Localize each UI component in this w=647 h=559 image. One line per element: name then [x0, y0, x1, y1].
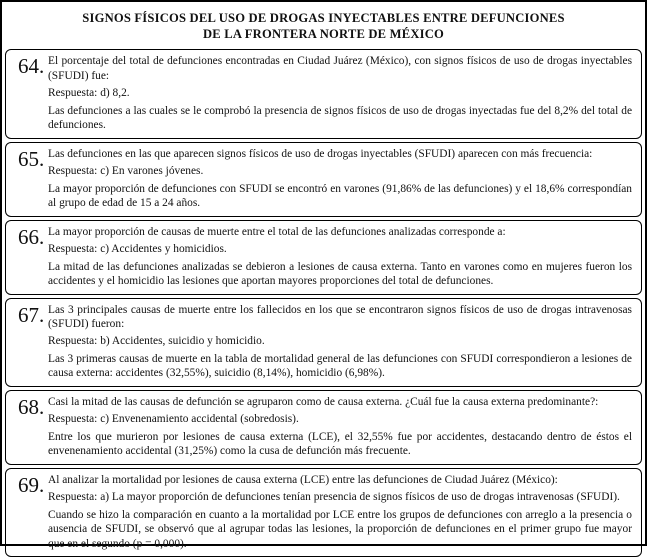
- explanation-text: La mitad de las defunciones analizadas se debieron a lesiones de causa externa. Tanto en varones como en mujeres fueron los accidentes y el homicidio las lesiones que aportan mayores proporciones del total de defunciones.: [48, 260, 632, 288]
- item-content: [48, 54, 632, 132]
- question-item-65: [5, 142, 642, 217]
- item-content: [48, 473, 632, 551]
- explanation-text: La mayor proporción de defunciones con SFUDI se encontró en varones (91,86% de las defunciones) y el 18,6% correspondían al grupo de edad de 15 a 24 años.: [48, 182, 632, 210]
- item-number: 69.: [18, 472, 45, 497]
- question-item-66: [5, 220, 642, 295]
- question-text: La mayor proporción de causas de muerte entre el total de las defunciones analizadas corresponde a:: [48, 225, 506, 238]
- title-line-1: SIGNOS FÍSICOS DEL USO DE DROGAS INYECTABLES ENTRE DEFUNCIONES: [82, 11, 565, 25]
- question-text: Al analizar la mortalidad por lesiones de causa externa (LCE) entre las defunciones de Ciudad Juárez (México):: [48, 473, 558, 486]
- item-content: [48, 225, 632, 289]
- answer-text: Respuesta: c) Accidentes y homicidios.: [48, 243, 227, 256]
- item-number: 66.: [18, 224, 45, 249]
- item-content: [48, 147, 632, 211]
- question-item-64: [5, 49, 642, 138]
- question-text: Las defunciones en las que aparecen signos físicos de uso de drogas inyectables (SFUDI) aparecen con más frecuencia:: [48, 147, 593, 160]
- page-title: [5, 4, 642, 48]
- question-text: El porcentaje del total de defunciones encontradas en Ciudad Juárez (México), con signos físicos de uso de drogas inyectables (SFUDI) fue:: [48, 55, 632, 82]
- item-number: 67.: [18, 302, 45, 327]
- item-number: 64.: [18, 54, 45, 79]
- item-content: [48, 303, 632, 381]
- question-item-69: [5, 468, 642, 557]
- answer-text: Respuesta: d) 8,2.: [48, 87, 130, 100]
- explanation-text: Entre los que murieron por lesiones de causa externa (LCE), el 32,55% fue por accidentes, destacando dentro de éstos el envenenamiento accidental (31,25%) como la cusa de defunción más frecuente.: [48, 430, 632, 458]
- explanation-text: Cuando se hizo la comparación en cuanto a la mortalidad por LCE entre los grupos de defunciones con arreglo a la presencia o ausencia de SFUDI, se observó que al agrupar todas las lesiones, la proporción de defunciones en el primer grupo fue mayor que en el segundo (p = 0,000).: [48, 508, 632, 550]
- question-list: [5, 48, 642, 559]
- explanation-text: Las 3 primeras causas de muerte en la tabla de mortalidad general de las defunciones con SFUDI correspondieron a lesiones de causa externa: accidentes (32,55%), suicidio (8,14%), homicidio (6,98%).: [48, 352, 632, 380]
- explanation-text: Las defunciones a las cuales se le comprobó la presencia de signos físicos de uso de drogas inyectadas fue del 8,2% del total de defunciones.: [48, 104, 632, 132]
- question-text: Casi la mitad de las causas de defunción se agruparon como de causa externa. ¿Cuál fue la causa externa predominante?:: [48, 395, 599, 408]
- answer-text: Respuesta: a) La mayor proporción de defunciones tenían presencia de signos físicos de uso de drogas intravenosas (SFUDI).: [48, 491, 620, 504]
- title-line-2: DE LA FRONTERA NORTE DE MÉXICO: [202, 27, 445, 42]
- answer-text: Respuesta: b) Accidentes, suicidio y homicidio.: [48, 335, 265, 348]
- question-text: Las 3 principales causas de muerte entre los fallecidos en los que se encontraron signos físicos de uso de drogas intravenosas (SFUDI) fueron:: [48, 303, 632, 330]
- question-item-68: [5, 390, 642, 465]
- question-item-67: [5, 298, 642, 387]
- answer-text: Respuesta: c) Envenenamiento accidental (sobredosis).: [48, 413, 299, 426]
- answer-text: Respuesta: c) En varones jóvenes.: [48, 165, 204, 178]
- item-content: [48, 395, 632, 459]
- item-number: 68.: [18, 394, 45, 419]
- item-number: 65.: [18, 146, 45, 171]
